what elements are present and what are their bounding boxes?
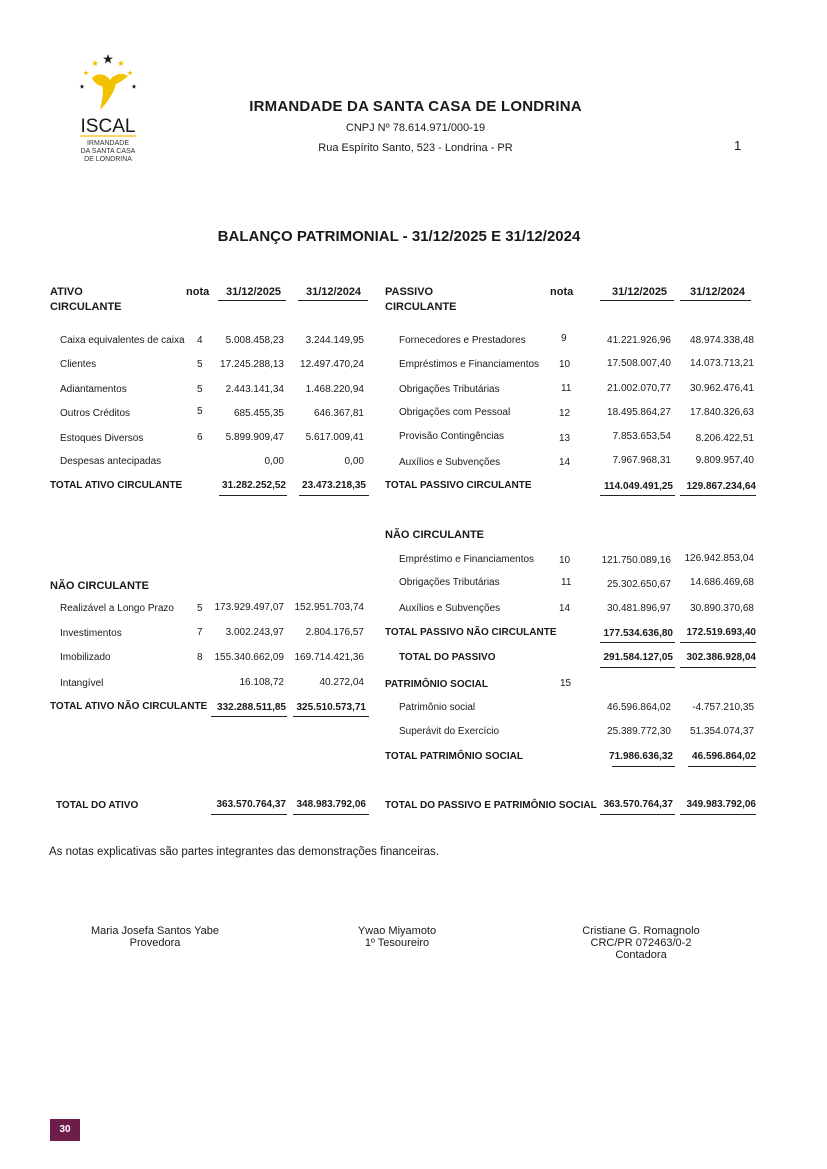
signature-provedora <box>55 925 255 949</box>
address: Rua Espírito Santo, 523 - Londrina - PR <box>318 142 513 154</box>
ativo-heading: ATIVO <box>50 286 83 298</box>
passivo-nota-header: nota <box>550 286 574 298</box>
svg-text:DE LONDRINA: DE LONDRINA <box>84 156 132 163</box>
patrimonio-heading: PATRIMÔNIO SOCIAL <box>385 679 488 690</box>
page-badge: 30 <box>50 1119 80 1141</box>
ativo-circulante-heading: CIRCULANTE <box>50 301 122 313</box>
report-title: BALANÇO PATRIMONIAL - 31/12/2025 E 31/12/2024 <box>217 228 581 245</box>
signature-name: Ywao Miyamoto <box>357 925 437 937</box>
ativo-nota-header: nota <box>186 286 210 298</box>
ativo-col-2025-header: 31/12/2025 <box>226 286 282 298</box>
svg-text:IRMANDADE: IRMANDADE <box>86 140 130 147</box>
org-name: IRMANDADE DA SANTA CASA DE LONDRINA <box>249 98 582 115</box>
signature-role: Provedora <box>129 937 181 949</box>
signature-tesoureiro <box>297 925 497 949</box>
signature-name: Maria Josefa Santos Yabe <box>90 925 219 937</box>
passivo-circulante-heading: CIRCULANTE <box>385 301 457 313</box>
signature-extra: Contadora <box>615 949 667 961</box>
patrimonio-nota: 15 <box>560 678 572 689</box>
signature-name: Cristiane G. Romagnolo <box>582 925 700 937</box>
passivo-nao-circulante-heading: NÃO CIRCULANTE <box>385 529 484 541</box>
signature-role: 1º Tesoureiro <box>364 937 430 949</box>
cnpj: CNPJ Nº 78.614.971/000-19 <box>345 122 486 134</box>
passivo-col-2024-header: 31/12/2024 <box>690 286 746 298</box>
passivo-heading: PASSIVO <box>385 286 434 298</box>
passivo-col-2025-header: 31/12/2025 <box>612 286 668 298</box>
page-number: 1 <box>734 138 742 153</box>
ativo-nao-circulante-heading: NÃO CIRCULANTE <box>50 580 149 592</box>
svg-text:DA SANTA CASA: DA SANTA CASA <box>80 148 136 155</box>
ativo-col-2024-header: 31/12/2024 <box>306 286 362 298</box>
signature-role: CRC/PR 072463/0-2 <box>590 937 692 949</box>
footnote: As notas explicativas são partes integrantes das demonstrações financeiras. <box>49 846 439 858</box>
logo-wordmark: ISCAL <box>80 116 136 137</box>
signature-contadora <box>541 925 741 961</box>
